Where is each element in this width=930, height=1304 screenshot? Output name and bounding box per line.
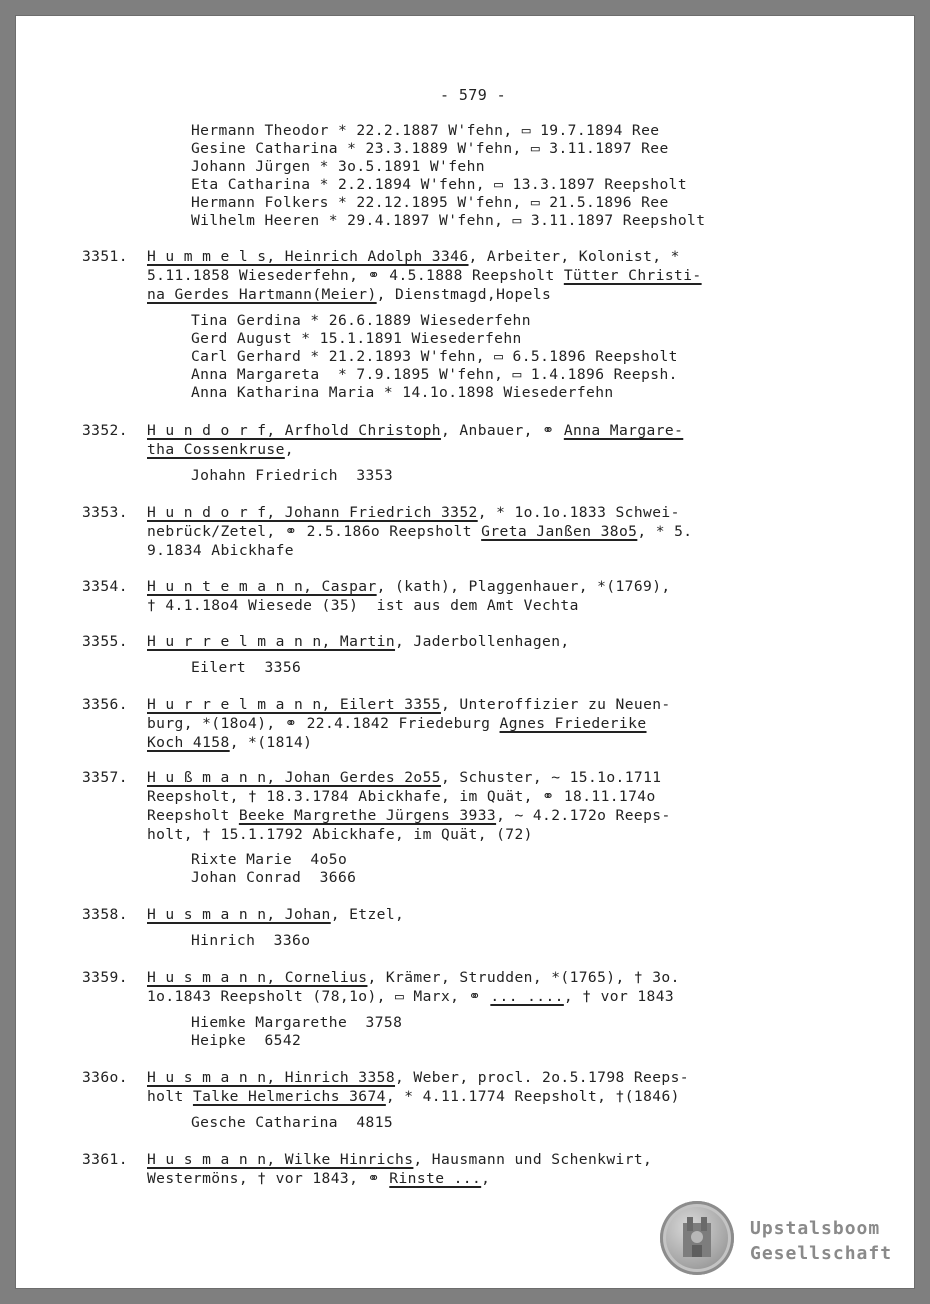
entry-3353-line3: 9.1834 Abickhafe xyxy=(147,542,294,559)
entry-3357-line1: H u ß m a n n, Johan Gerdes 2o55, Schuster, ~ 15.1o.1711 xyxy=(147,769,662,786)
person-name: H u m m e l s, Heinrich Adolph 3346 xyxy=(147,248,469,265)
child-line: Tina Gerdina * 26.6.1889 Wiesederfehn xyxy=(191,312,531,329)
entry-3359-line2: 1o.1843 Reepsholt (78,1o), ▭ Marx, ⚭ ... ...., † vor 1843 xyxy=(147,988,675,1005)
entry-3360-line1: H u s m a n n, Hinrich 3358, Weber, procl. 2o.5.1798 Reeps- xyxy=(147,1069,689,1086)
spouse-name: Koch 4158 xyxy=(147,734,230,751)
entry-number: 3361. xyxy=(82,1151,128,1168)
entry-3355-line1: H u r r e l m a n n, Martin, Jaderbollenhagen, xyxy=(147,633,570,650)
spouse-name: Tütter Christi- xyxy=(563,267,702,284)
person-name: H u n t e m a n n, Caspar xyxy=(147,578,377,595)
entry-number: 3357. xyxy=(82,769,128,786)
spouse-name: tha Cossenkruse xyxy=(147,441,285,458)
brand-logo-text: Upstalsboom Gesellschaft xyxy=(750,1218,893,1264)
child-line: Gerd August * 15.1.1891 Wiesederfehn xyxy=(191,330,522,347)
spouse-name: ... .... xyxy=(490,988,564,1005)
entry-3351-line3: na Gerdes Hartmann(Meier), Dienstmagd,Hopels xyxy=(147,286,552,303)
entry-3351-line2: 5.11.1858 Wiesederfehn, ⚭ 4.5.1888 Reepsholt Tütter Christi- xyxy=(147,267,702,284)
entry-3354-line2: † 4.1.18o4 Wiesede (35) ist aus dem Amt Vechta xyxy=(147,597,579,614)
entry-number: 3356. xyxy=(82,696,128,713)
child-line: Johann Jürgen * 3o.5.1891 W'fehn xyxy=(191,158,485,175)
child-line: Johahn Friedrich 3353 xyxy=(191,467,394,484)
child-line: Johan Conrad 3666 xyxy=(191,869,357,886)
entry-3356-line1: H u r r e l m a n n, Eilert 3355, Unteroffizier zu Neuen- xyxy=(147,696,671,713)
entry-3361-line2: Westermöns, † vor 1843, ⚭ Rinste ..., xyxy=(147,1170,491,1187)
spouse-name: Agnes Friederike xyxy=(499,715,647,732)
entry-3356-line2: burg, *(18o4), ⚭ 22.4.1842 Friedeburg Agnes Friederike xyxy=(147,715,647,732)
entry-3351-line1: H u m m e l s, Heinrich Adolph 3346, Arbeiter, Kolonist, * xyxy=(147,248,680,265)
child-line: Rixte Marie 4o5o xyxy=(191,851,348,868)
child-line: Carl Gerhard * 21.2.1893 W'fehn, ▭ 6.5.1896 Reepsholt xyxy=(191,348,678,365)
document-page xyxy=(16,16,914,1288)
child-line: Anna Katharina Maria * 14.1o.1898 Wiesederfehn xyxy=(191,384,614,401)
entry-3361-line1: H u s m a n n, Wilke Hinrichs, Hausmann und Schenkwirt, xyxy=(147,1151,653,1168)
entry-number: 3354. xyxy=(82,578,128,595)
person-name: H u r r e l m a n n, Martin xyxy=(147,633,396,650)
child-line: Gesche Catharina 4815 xyxy=(191,1114,394,1131)
child-line: Hiemke Margarethe 3758 xyxy=(191,1014,403,1031)
entry-3360-line2: holt Talke Helmerichs 3674, * 4.11.1774 Reepsholt, †(1846) xyxy=(147,1088,680,1105)
entry-3358-line1: H u s m a n n, Johan, Etzel, xyxy=(147,906,405,923)
entry-3357-line3: Reepsholt Beeke Margrethe Jürgens 3933, ~ 4.2.172o Reeps- xyxy=(147,807,671,824)
person-name: H u n d o r f, Johann Friedrich 3352 xyxy=(147,504,478,521)
person-name: H u s m a n n, Cornelius xyxy=(147,969,368,986)
child-line: Eta Catharina * 2.2.1894 W'fehn, ▭ 13.3.1897 Reepsholt xyxy=(191,176,688,193)
child-line: Anna Margareta * 7.9.1895 W'fehn, ▭ 1.4.1896 Reepsh. xyxy=(191,366,678,383)
spouse-name: Anna Margare- xyxy=(563,422,684,439)
person-name: H u s m a n n, Hinrich 3358 xyxy=(147,1069,396,1086)
entry-3353-line2: nebrück/Zetel, ⚭ 2.5.186o Reepsholt Greta Janßen 38o5, * 5. xyxy=(147,523,693,540)
child-line: Eilert 3356 xyxy=(191,659,302,676)
genealogy-text xyxy=(16,16,914,1288)
entry-3352-line1: H u n d o r f, Arfhold Christoph, Anbauer, ⚭ Anna Margare- xyxy=(147,422,684,439)
entry-number: 3358. xyxy=(82,906,128,923)
entry-3353-line1: H u n d o r f, Johann Friedrich 3352, * 1o.1o.1833 Schwei- xyxy=(147,504,680,521)
entry-number: 3353. xyxy=(82,504,128,521)
upstalsboom-seal-icon xyxy=(660,1201,734,1275)
person-name: H u r r e l m a n n, Eilert 3355 xyxy=(147,696,441,713)
person-name: H u ß m a n n, Johan Gerdes 2o55 xyxy=(147,769,441,786)
spouse-name: Rinste ... xyxy=(389,1170,482,1187)
child-line: Hermann Theodor * 22.2.1887 W'fehn, ▭ 19.7.1894 Ree xyxy=(191,122,660,139)
person-name: H u s m a n n, Wilke Hinrichs xyxy=(147,1151,414,1168)
page-number: - 579 - xyxy=(440,86,507,104)
entry-number: 3359. xyxy=(82,969,128,986)
spouse-name: na Gerdes Hartmann(Meier) xyxy=(147,286,377,303)
child-line: Hinrich 336o xyxy=(191,932,311,949)
person-name: H u n d o r f, Arfhold Christoph xyxy=(147,422,441,439)
person-name: H u s m a n n, Johan xyxy=(147,906,331,923)
child-line: Gesine Catharina * 23.3.1889 W'fehn, ▭ 3.11.1897 Ree xyxy=(191,140,669,157)
child-line: Heipke 6542 xyxy=(191,1032,302,1049)
spouse-name: Talke Helmerichs 3674 xyxy=(192,1088,386,1105)
child-line: Hermann Folkers * 22.12.1895 W'fehn, ▭ 21.5.1896 Ree xyxy=(191,194,669,211)
entry-3356-line3: Koch 4158, *(1814) xyxy=(147,734,313,751)
entry-number: 3351. xyxy=(82,248,128,265)
entry-number: 3352. xyxy=(82,422,128,439)
entry-number: 3355. xyxy=(82,633,128,650)
spouse-name: Greta Janßen 38o5 xyxy=(481,523,638,540)
child-line: Wilhelm Heeren * 29.4.1897 W'fehn, ▭ 3.11.1897 Reepsholt xyxy=(191,212,706,229)
entry-3354-line1: H u n t e m a n n, Caspar, (kath), Plaggenhauer, *(1769), xyxy=(147,578,671,595)
spouse-name: Beeke Margrethe Jürgens 3933 xyxy=(238,807,497,824)
entry-3359-line1: H u s m a n n, Cornelius, Krämer, Strudden, *(1765), † 3o. xyxy=(147,969,680,986)
entry-number: 336o. xyxy=(82,1069,128,1086)
entry-3352-line2: tha Cossenkruse, xyxy=(147,441,294,458)
entry-3357-line2: Reepsholt, † 18.3.1784 Abickhafe, im Quät, ⚭ 18.11.174o xyxy=(147,788,656,805)
entry-3357-line4: holt, † 15.1.1792 Abickhafe, im Quät, (72) xyxy=(147,826,533,843)
